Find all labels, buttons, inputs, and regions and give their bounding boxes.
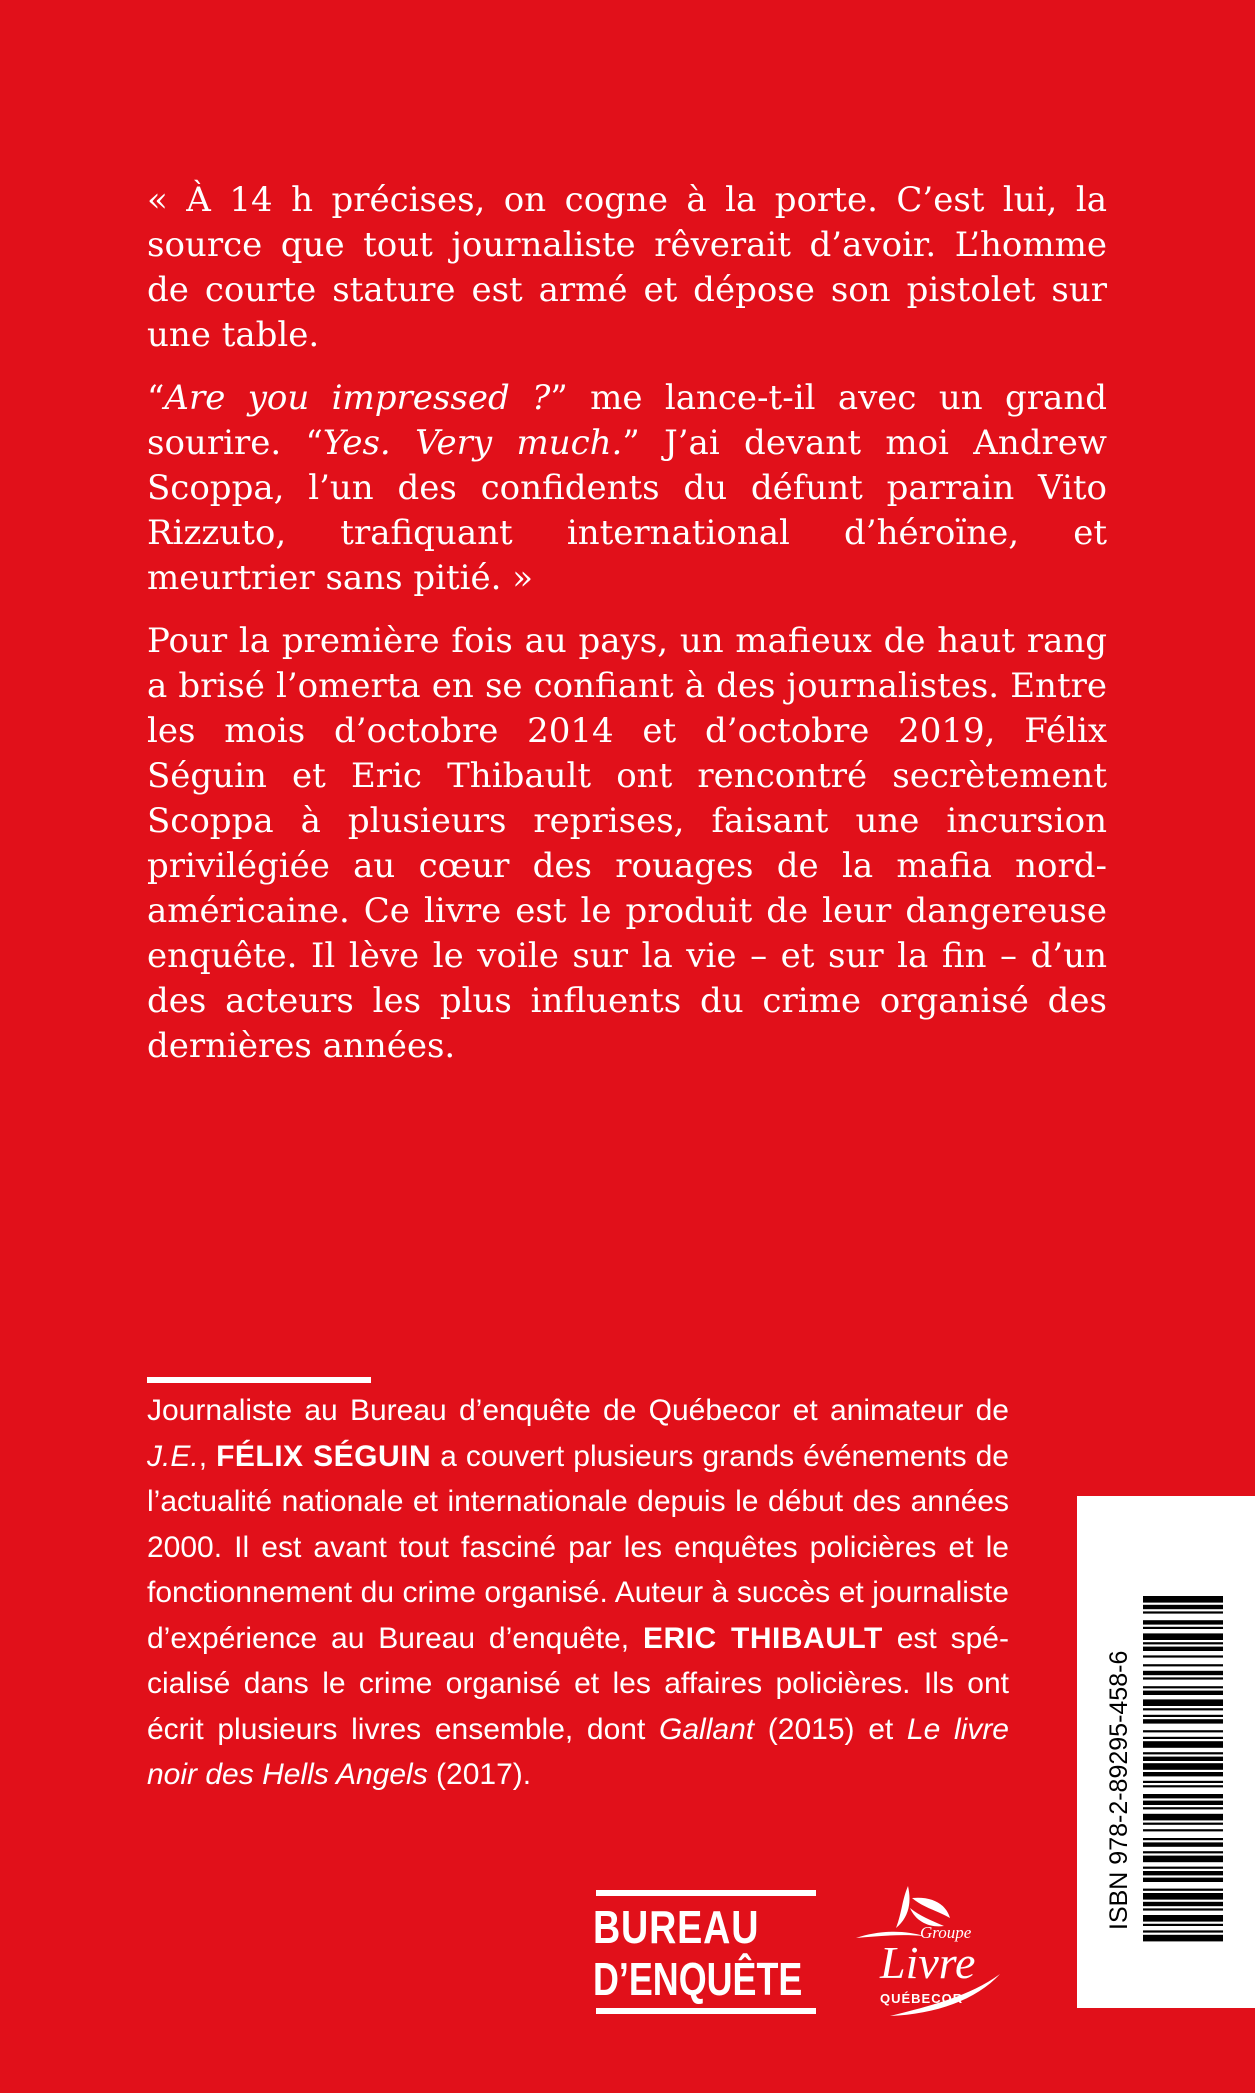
blurb-paragraph-1: « À 14 h précises, on cogne à la porte. C’est lui, la source que tout journaliste rêverait d’avoir. L’homme de courte stature est armé et dépose son pistolet sur une table.: [147, 180, 1107, 355]
isbn-number: ISBN 978-2-89295-458-6: [1105, 1650, 1133, 1930]
barcode-panel: [1077, 1496, 1255, 2008]
logo-line-2: D’ENQUÊTE: [593, 1953, 803, 2005]
bio-text: est spécialisé dans le crime organisé et les affaires policières. Ils ont écrit plusieurs livres ensemble, dont: [147, 1621, 1009, 1746]
divider-rule: [147, 1377, 371, 1383]
quote-english-1: Are you impressed ?: [164, 378, 551, 418]
quebecor-label: QUÉBECOR: [880, 1991, 964, 2006]
book-title-1: Gallant: [659, 1712, 755, 1746]
book-title-2: Le livre noir des Hells Angels: [147, 1712, 1009, 1791]
logo-line-1: BUREAU: [593, 1901, 760, 1953]
bureau-enquete-logo: [593, 1890, 825, 2015]
blurb-text: ” me lance-t-il avec un grand sourire. “: [147, 378, 1107, 463]
livre-label: Livre: [880, 1937, 976, 1988]
bio-text: ,: [198, 1439, 217, 1473]
author-name-1: FÉLIX SÉGUIN: [216, 1439, 432, 1473]
quote-english-2: Yes. Very much.: [322, 423, 623, 463]
groupe-label: Groupe: [920, 1923, 972, 1942]
barcode-icon: [1077, 1496, 1255, 2008]
back-cover-blurb: [147, 178, 1107, 1087]
bio-text: (2015) et: [754, 1712, 907, 1746]
bio-text: Journaliste au Bureau d’enquête de Québecor et animateur de: [147, 1394, 1009, 1427]
logo-bar-top: [596, 1890, 816, 1896]
show-title: J.E.: [147, 1439, 199, 1473]
logo-bar-bottom: [596, 2008, 816, 2014]
blurb-text: ” J’ai devant moi Andrew Scoppa, l’un des confidents du défunt parrain Vito Rizzuto, trafiquant international d’héroïne, et meurtrier sans pitié. »: [147, 423, 1107, 598]
author-name-2: ERIC THIBAULT: [642, 1621, 883, 1655]
author-bio: [147, 1388, 1009, 1798]
bio-text: (2017).: [427, 1758, 532, 1791]
quote-mark: “: [147, 378, 165, 418]
blurb-paragraph-2: [147, 376, 1107, 601]
bio-text: a couvert plusieurs grands événements de l’actualité nationale et internationale depuis le début des années 2000. Il est avant tout fasciné par les enquêtes policières et le fonctionnement du crime organisé. Auteur à succès et journaliste d’expérience au Bureau d’enquête,: [147, 1439, 1009, 1655]
blurb-paragraph-3: Pour la première fois au pays, un mafieux de haut rang a brisé l’omerta en se confiant à des journalistes. Entre les mois d’octobre 2014 et d’octobre 2019, Félix Séguin et Eric Thibault ont rencontré secrètement Scoppa à plusieurs reprises, faisant une incursion privilégiée au cœur des rouages de la mafia nord-américaine. Ce livre est le produit de leur dangereuse enquête. Il lève le voile sur la vie – et sur la fin – d’un des acteurs les plus influents du crime organisé des dernières années.: [147, 621, 1107, 1066]
groupe-livre-logo: [850, 1878, 1010, 2028]
